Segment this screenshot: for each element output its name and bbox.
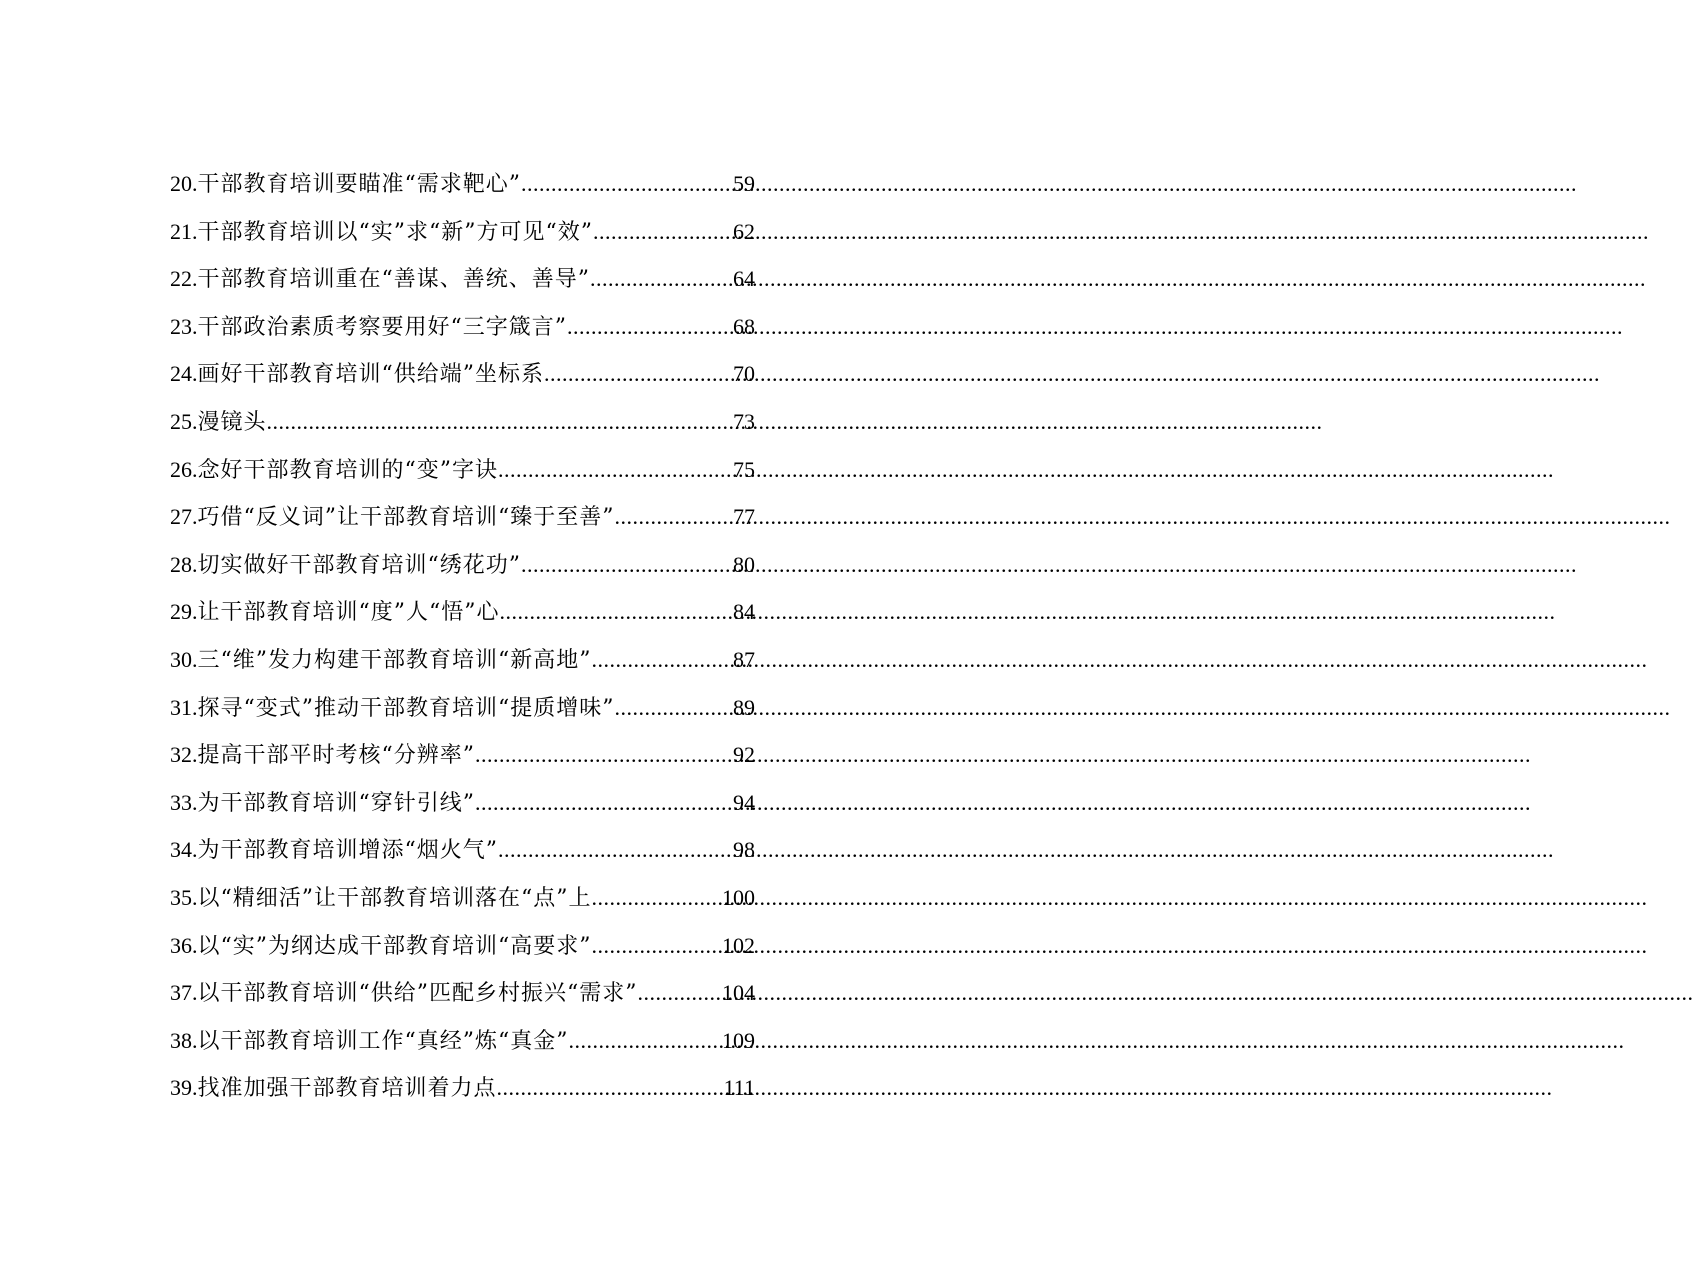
toc-entry-title: 以“实”为纲达成干部教育培训“高要求” <box>197 933 592 959</box>
toc-entry-page-number: 62 <box>733 218 755 244</box>
dot-leader <box>615 684 734 732</box>
dot-leader <box>638 969 723 1017</box>
toc-entry-title: 干部教育培训重在“善谋、善统、善导” <box>197 267 590 293</box>
dot-leader <box>497 1064 724 1112</box>
toc-entry-title: 为干部教育培训“穿针引线” <box>197 790 475 816</box>
toc-entry-number: 31. <box>170 694 198 720</box>
toc-entry-page-number: 89 <box>733 694 755 720</box>
toc-entry-page-number: 100 <box>722 884 755 910</box>
toc-entry-number: 33. <box>170 789 198 815</box>
toc-entry-number: 30. <box>170 646 198 672</box>
toc-entry[interactable] <box>170 826 755 874</box>
toc-entry-page-number: 109 <box>722 1027 755 1053</box>
toc-entry-title: 干部政治素质考察要用好“三字箴言” <box>197 314 567 340</box>
toc-entry-number: 32. <box>170 742 198 768</box>
dot-leader <box>498 446 733 494</box>
toc-entry-number: 34. <box>170 837 198 863</box>
toc-entry[interactable] <box>170 208 755 256</box>
toc-entry-number: 29. <box>170 599 198 625</box>
toc-entry-title: 找准加强干部教育培训着力点 <box>197 1076 497 1102</box>
toc-entry-title: 干部教育培训要瞄准“需求靶心” <box>197 172 521 197</box>
toc-entry[interactable] <box>170 303 755 351</box>
toc-entry-number: 28. <box>170 551 198 577</box>
toc-entry-title: 画好干部教育培训“供给端”坐标系 <box>197 362 544 388</box>
toc-entry-number: 27. <box>170 504 198 530</box>
dot-leader <box>569 1017 723 1065</box>
toc-entry-page-number: 111 <box>723 1075 755 1101</box>
toc-entry-title: 切实做好干部教育培训“绣花功” <box>197 552 521 578</box>
toc-entry-page-number: 87 <box>733 646 755 672</box>
toc-entry-page-number: 70 <box>733 361 755 387</box>
toc-entry-title: 提高干部平时考核“分辨率” <box>197 743 475 769</box>
toc-entry-title: 念好干部教育培训的“变”字诀 <box>197 457 498 483</box>
toc-entry-title: 以干部教育培训“供给”匹配乡村振兴“需求” <box>197 981 638 1007</box>
dot-leader <box>521 160 733 208</box>
toc-entry-title: 干部教育培训以“实”求“新”方可见“效” <box>197 219 593 245</box>
toc-entry-page-number: 80 <box>733 551 755 577</box>
toc-entry-page-number: 98 <box>733 837 755 863</box>
dot-leader <box>475 779 733 827</box>
toc-entry-page-number: 64 <box>733 266 755 292</box>
dot-leader <box>500 588 734 636</box>
toc-entry-page-number: 104 <box>722 980 755 1006</box>
dot-leader <box>615 493 734 541</box>
toc-entry-title: 三“维”发力构建干部教育培训“新高地” <box>197 647 592 673</box>
toc-entry-title: 为干部教育培训增添“烟火气” <box>197 838 498 864</box>
dot-leader <box>521 541 733 589</box>
toc-entry-number: 26. <box>170 456 198 482</box>
toc-entry-number: 21. <box>170 218 198 244</box>
toc-entry-number: 37. <box>170 980 198 1006</box>
toc-entry-page-number: 68 <box>733 313 755 339</box>
dot-leader <box>590 255 733 303</box>
dot-leader <box>567 303 733 351</box>
toc-entry-number: 25. <box>170 408 198 434</box>
toc-entry-number: 36. <box>170 932 198 958</box>
toc-entry-title: 以干部教育培训工作“真经”炼“真金” <box>197 1028 569 1054</box>
toc-entry-page-number: 77 <box>733 504 755 530</box>
toc-entry[interactable] <box>170 398 755 446</box>
dot-leader <box>498 826 733 874</box>
toc-entry-number: 20. <box>170 171 198 196</box>
dot-leader <box>544 350 733 398</box>
dot-leader <box>592 922 723 970</box>
toc-entry-page-number: 94 <box>733 789 755 815</box>
toc-entry-title: 以“精细活”让干部教育培训落在“点”上 <box>197 885 592 911</box>
toc-entry-page-number: 73 <box>733 408 755 434</box>
toc-entry[interactable] <box>170 922 755 970</box>
toc-entry[interactable] <box>170 588 755 636</box>
toc-entry[interactable] <box>170 255 755 303</box>
dot-leader <box>593 208 733 256</box>
toc-entry[interactable] <box>170 874 755 922</box>
toc-entry-page-number: 59 <box>733 171 755 196</box>
toc-entry[interactable] <box>170 779 755 827</box>
dot-leader <box>592 636 734 684</box>
toc-entry-number: 23. <box>170 313 198 339</box>
toc-entry-title: 漫镜头 <box>197 409 267 435</box>
toc-entry[interactable] <box>170 446 755 494</box>
toc-entry-title: 让干部教育培训“度”人“悟”心 <box>197 600 500 626</box>
toc-entry-page-number: 75 <box>733 456 755 482</box>
toc-entry-number: 38. <box>170 1027 198 1053</box>
toc-entry[interactable] <box>170 541 755 589</box>
toc-entry-title: 探寻“变式”推动干部教育培训“提质增味” <box>197 695 615 721</box>
dot-leader <box>475 731 733 779</box>
toc-entry-title: 巧借“反义词”让干部教育培训“臻于至善” <box>197 505 615 531</box>
toc-entry-number: 35. <box>170 884 198 910</box>
toc-entry[interactable] <box>170 160 755 208</box>
toc-entry-number: 39. <box>170 1075 198 1101</box>
toc-entry-page-number: 102 <box>722 932 755 958</box>
toc-entry[interactable] <box>170 731 755 779</box>
toc-entry-number: 22. <box>170 266 198 292</box>
toc-entry-page-number: 84 <box>733 599 755 625</box>
toc-entry-number: 24. <box>170 361 198 387</box>
toc-entry[interactable] <box>170 969 755 1017</box>
toc-entry[interactable] <box>170 350 755 398</box>
dot-leader <box>267 398 733 446</box>
toc-entry[interactable] <box>170 493 755 541</box>
toc-entry[interactable] <box>170 1017 755 1065</box>
toc-entry[interactable] <box>170 1064 755 1112</box>
table-of-contents <box>170 160 755 1112</box>
dot-leader <box>592 874 723 922</box>
toc-entry[interactable] <box>170 684 755 732</box>
toc-entry[interactable] <box>170 636 755 684</box>
toc-entry-page-number: 92 <box>733 742 755 768</box>
